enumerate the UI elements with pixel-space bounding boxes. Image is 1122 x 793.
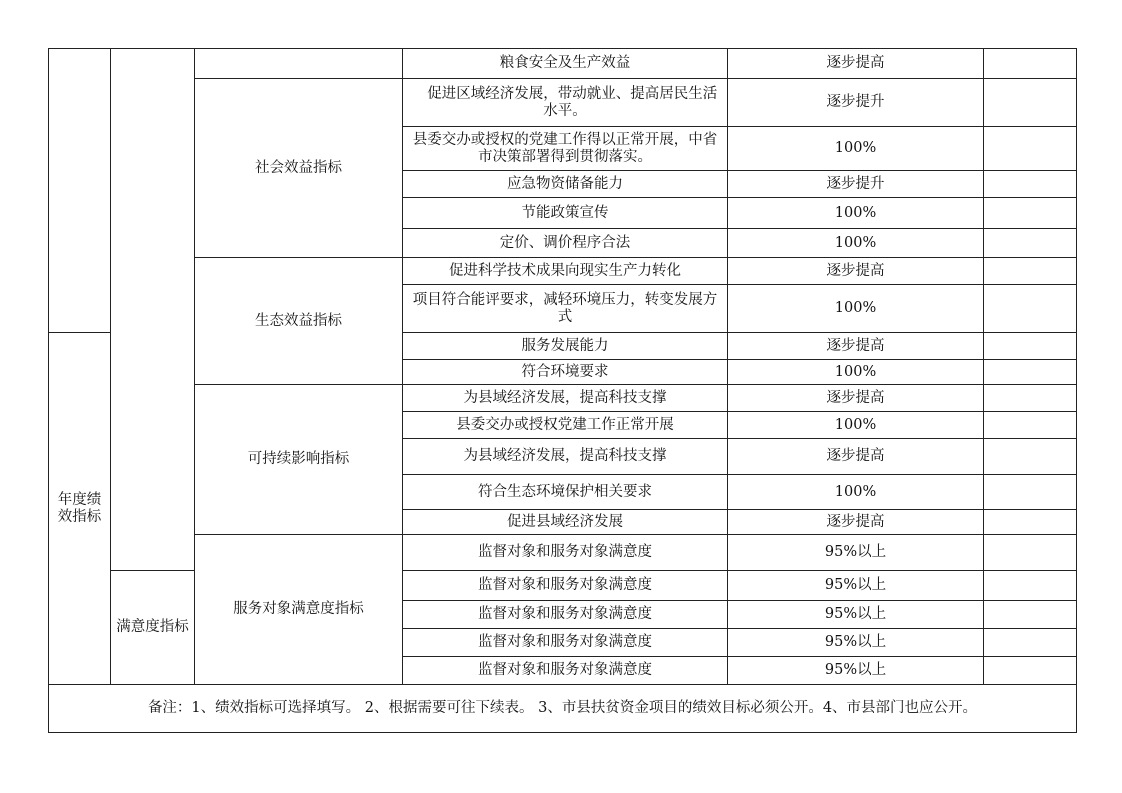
indicator-cell: 监督对象和服务对象满意度 <box>403 571 728 601</box>
indicator-cell: 促进县域经济发展 <box>403 510 728 535</box>
remark-cell <box>984 127 1077 171</box>
indicator-cell: 为县域经济发展，提高科技支撑 <box>403 385 728 412</box>
table-row <box>49 79 1077 127</box>
remark-cell <box>984 412 1077 439</box>
value-cell: 逐步提高 <box>728 439 984 475</box>
indicator-cell: 符合生态环境保护相关要求 <box>403 475 728 510</box>
note-row <box>49 685 1077 733</box>
remark-cell <box>984 198 1077 229</box>
indicator-cell: 定价、调价程序合法 <box>403 229 728 258</box>
remark-cell <box>984 171 1077 198</box>
table-row <box>49 385 1077 412</box>
indicator-cell: 促进区域经济发展，带动就业、提高居民生活水平。 <box>403 79 728 127</box>
remark-cell <box>984 385 1077 412</box>
indicator-cell: 粮食安全及生产效益 <box>403 49 728 79</box>
remark-cell <box>984 285 1077 333</box>
value-cell: 95%以上 <box>728 657 984 685</box>
value-cell: 95%以上 <box>728 601 984 629</box>
level3-ecological: 生态效益指标 <box>195 258 403 385</box>
remark-cell <box>984 629 1077 657</box>
value-cell: 95%以上 <box>728 535 984 571</box>
level2-satisfaction: 满意度指标 <box>111 571 195 685</box>
level2-cell-top <box>111 49 195 571</box>
remark-cell <box>984 439 1077 475</box>
indicator-cell: 为县域经济发展，提高科技支撑 <box>403 439 728 475</box>
value-cell: 逐步提高 <box>728 510 984 535</box>
remark-cell <box>984 360 1077 385</box>
indicator-cell: 服务发展能力 <box>403 333 728 360</box>
value-cell: 100% <box>728 360 984 385</box>
table-row <box>49 49 1077 79</box>
remark-cell <box>984 333 1077 360</box>
indicator-cell: 符合环境要求 <box>403 360 728 385</box>
value-cell: 95%以上 <box>728 571 984 601</box>
level3-service: 服务对象满意度指标 <box>195 535 403 685</box>
value-cell: 逐步提高 <box>728 49 984 79</box>
remark-cell <box>984 229 1077 258</box>
level3-sustainable: 可持续影响指标 <box>195 385 403 535</box>
value-cell: 100% <box>728 285 984 333</box>
value-cell: 100% <box>728 412 984 439</box>
remark-cell <box>984 657 1077 685</box>
remark-cell <box>984 571 1077 601</box>
value-cell: 逐步提高 <box>728 385 984 412</box>
table-row <box>49 535 1077 571</box>
remark-cell <box>984 535 1077 571</box>
value-cell: 100% <box>728 229 984 258</box>
indicator-cell: 促进科学技术成果向现实生产力转化 <box>403 258 728 285</box>
indicator-cell: 节能政策宣传 <box>403 198 728 229</box>
indicator-cell: 应急物资储备能力 <box>403 171 728 198</box>
value-cell: 100% <box>728 475 984 510</box>
value-cell: 逐步提高 <box>728 258 984 285</box>
remark-cell <box>984 79 1077 127</box>
indicator-cell: 监督对象和服务对象满意度 <box>403 629 728 657</box>
indicator-cell: 县委交办或授权的党建工作得以正常开展，中省市决策部署得到贯彻落实。 <box>403 127 728 171</box>
indicator-cell: 监督对象和服务对象满意度 <box>403 535 728 571</box>
indicator-cell: 监督对象和服务对象满意度 <box>403 601 728 629</box>
table-row <box>49 258 1077 285</box>
level1-annual: 年度绩效指标 <box>49 333 111 685</box>
note-text: 备注：1、绩效指标可选择填写。 2、根据需要可往下续表。 3、市县扶贫资金项目的绩效目标必须公开。4、市县部门也应公开。 <box>49 685 1077 733</box>
value-cell: 100% <box>728 127 984 171</box>
remark-cell <box>984 49 1077 79</box>
indicator-cell: 项目符合能评要求，减轻环境压力，转变发展方式 <box>403 285 728 333</box>
value-cell: 100% <box>728 198 984 229</box>
indicator-cell: 县委交办或授权党建工作正常开展 <box>403 412 728 439</box>
indicator-cell: 监督对象和服务对象满意度 <box>403 657 728 685</box>
level3-cell-empty <box>195 49 403 79</box>
value-cell: 逐步提高 <box>728 333 984 360</box>
performance-table <box>48 48 1077 733</box>
level1-cell-top <box>49 49 111 333</box>
remark-cell <box>984 258 1077 285</box>
value-cell: 95%以上 <box>728 629 984 657</box>
level3-social: 社会效益指标 <box>195 79 403 258</box>
remark-cell <box>984 475 1077 510</box>
remark-cell <box>984 601 1077 629</box>
value-cell: 逐步提升 <box>728 171 984 198</box>
remark-cell <box>984 510 1077 535</box>
value-cell: 逐步提升 <box>728 79 984 127</box>
